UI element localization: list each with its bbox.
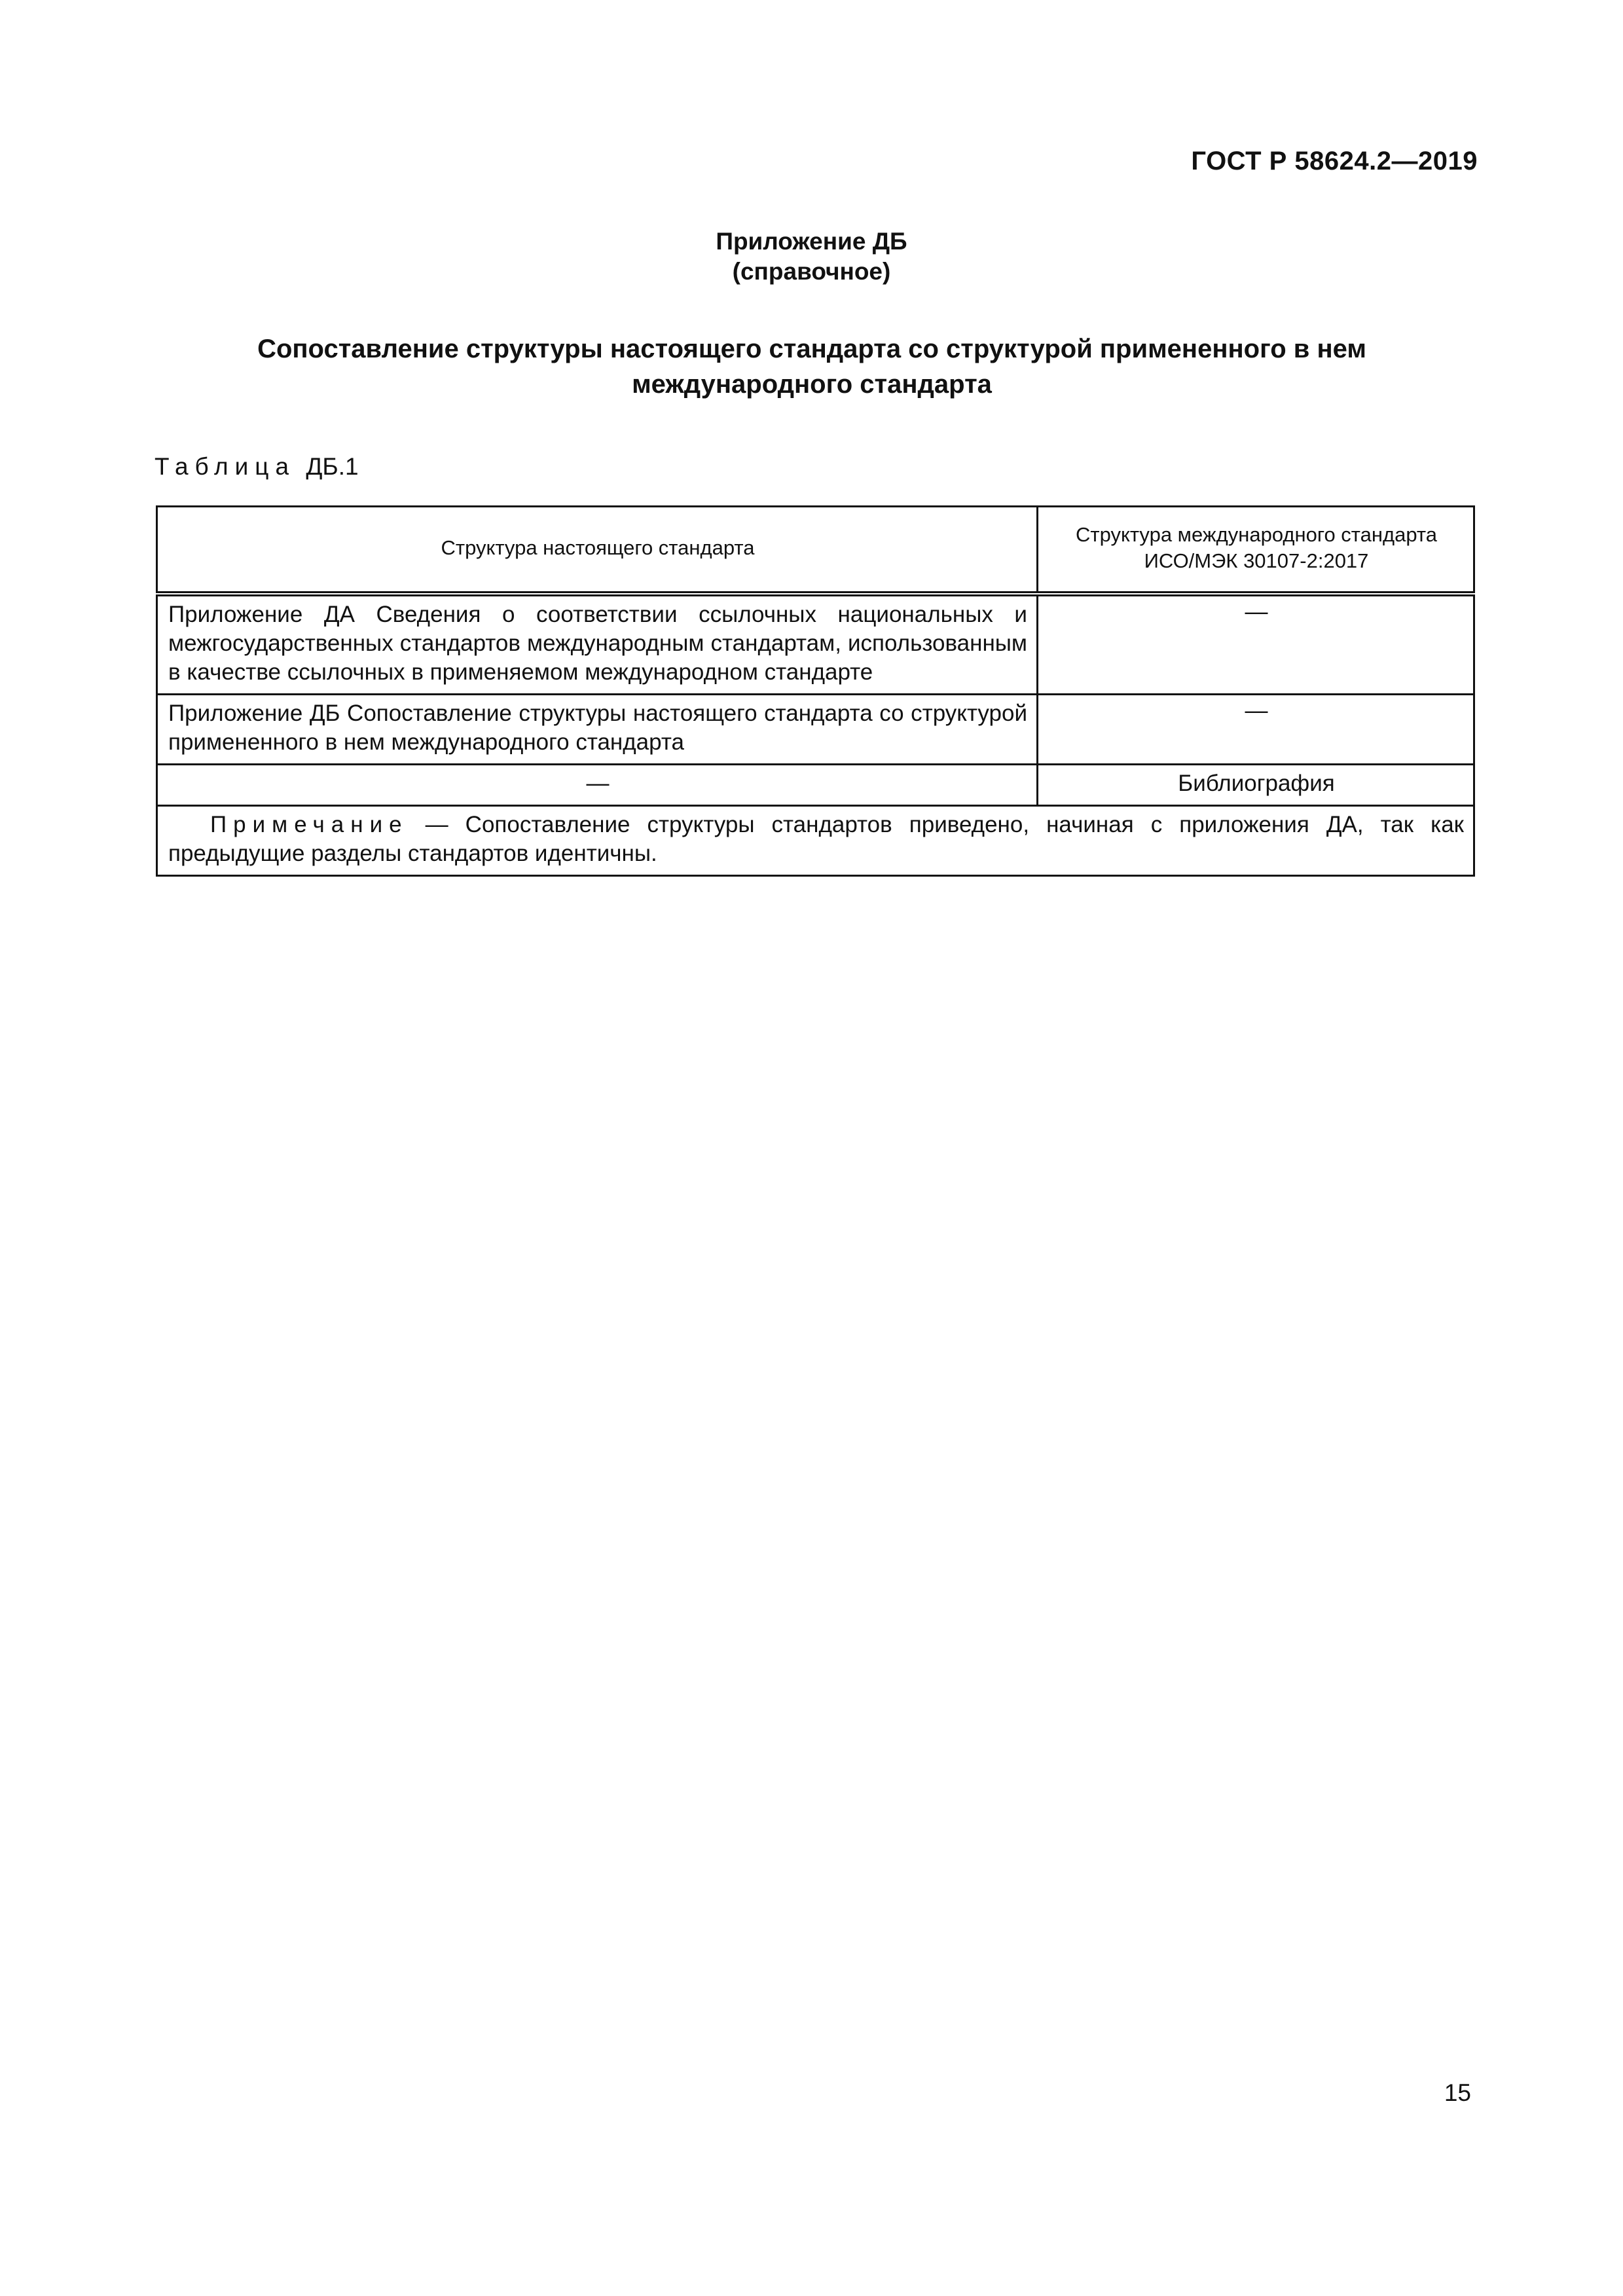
annex-title: Приложение ДБ	[716, 228, 907, 255]
header-international-standard	[1038, 507, 1474, 594]
main-title	[196, 331, 1427, 402]
table-row	[157, 695, 1474, 765]
row-2-international-standard: —	[1038, 695, 1474, 765]
structure-comparison-table	[156, 505, 1475, 877]
table-row	[157, 765, 1474, 806]
table-caption-number: ДБ.1	[306, 453, 359, 480]
table-note	[157, 806, 1474, 876]
header-international-standard-line-1: Структура международного стандарта	[1076, 523, 1437, 546]
annex-type: (справочное)	[732, 258, 891, 285]
table-caption	[155, 453, 359, 481]
table-row	[157, 594, 1474, 695]
main-title-line-1: Сопоставление структуры настоящего стандарта со структурой примененного в нем	[257, 335, 1366, 363]
table-header-row	[157, 507, 1474, 594]
table-note-row	[157, 806, 1474, 876]
row-2-this-standard: Приложение ДБ Сопоставление структуры настоящего стандарта со структурой примененного в нем международного стандарта	[157, 695, 1038, 765]
table-caption-label: Таблица	[155, 453, 296, 480]
row-3-international-standard: Библиография	[1038, 765, 1474, 806]
row-1-international-standard: —	[1038, 594, 1474, 695]
note-text: — Сопоставление структуры стандартов приведено, начиная с приложения ДА, так как предыдущие разделы стандартов идентичны.	[168, 812, 1464, 866]
annex-heading	[0, 227, 1623, 287]
main-title-line-2: международного стандарта	[632, 370, 992, 399]
document-code: ГОСТ Р 58624.2—2019	[1191, 147, 1478, 175]
header-this-standard: Структура настоящего стандарта	[157, 507, 1038, 594]
header-international-standard-line-2: ИСО/МЭК 30107-2:2017	[1144, 549, 1369, 572]
row-3-this-standard: —	[157, 765, 1038, 806]
page-number: 15	[1444, 2079, 1471, 2106]
row-1-this-standard: Приложение ДА Сведения о соответствии ссылочных национальных и межгосударственных стандартов международным стандартам, использованным в качестве ссылочных в применяемом международном стандарте	[157, 594, 1038, 695]
note-label: Примечание	[210, 812, 409, 837]
table-note-text-block	[168, 811, 1464, 868]
structure-table-wrapper	[156, 505, 1473, 877]
